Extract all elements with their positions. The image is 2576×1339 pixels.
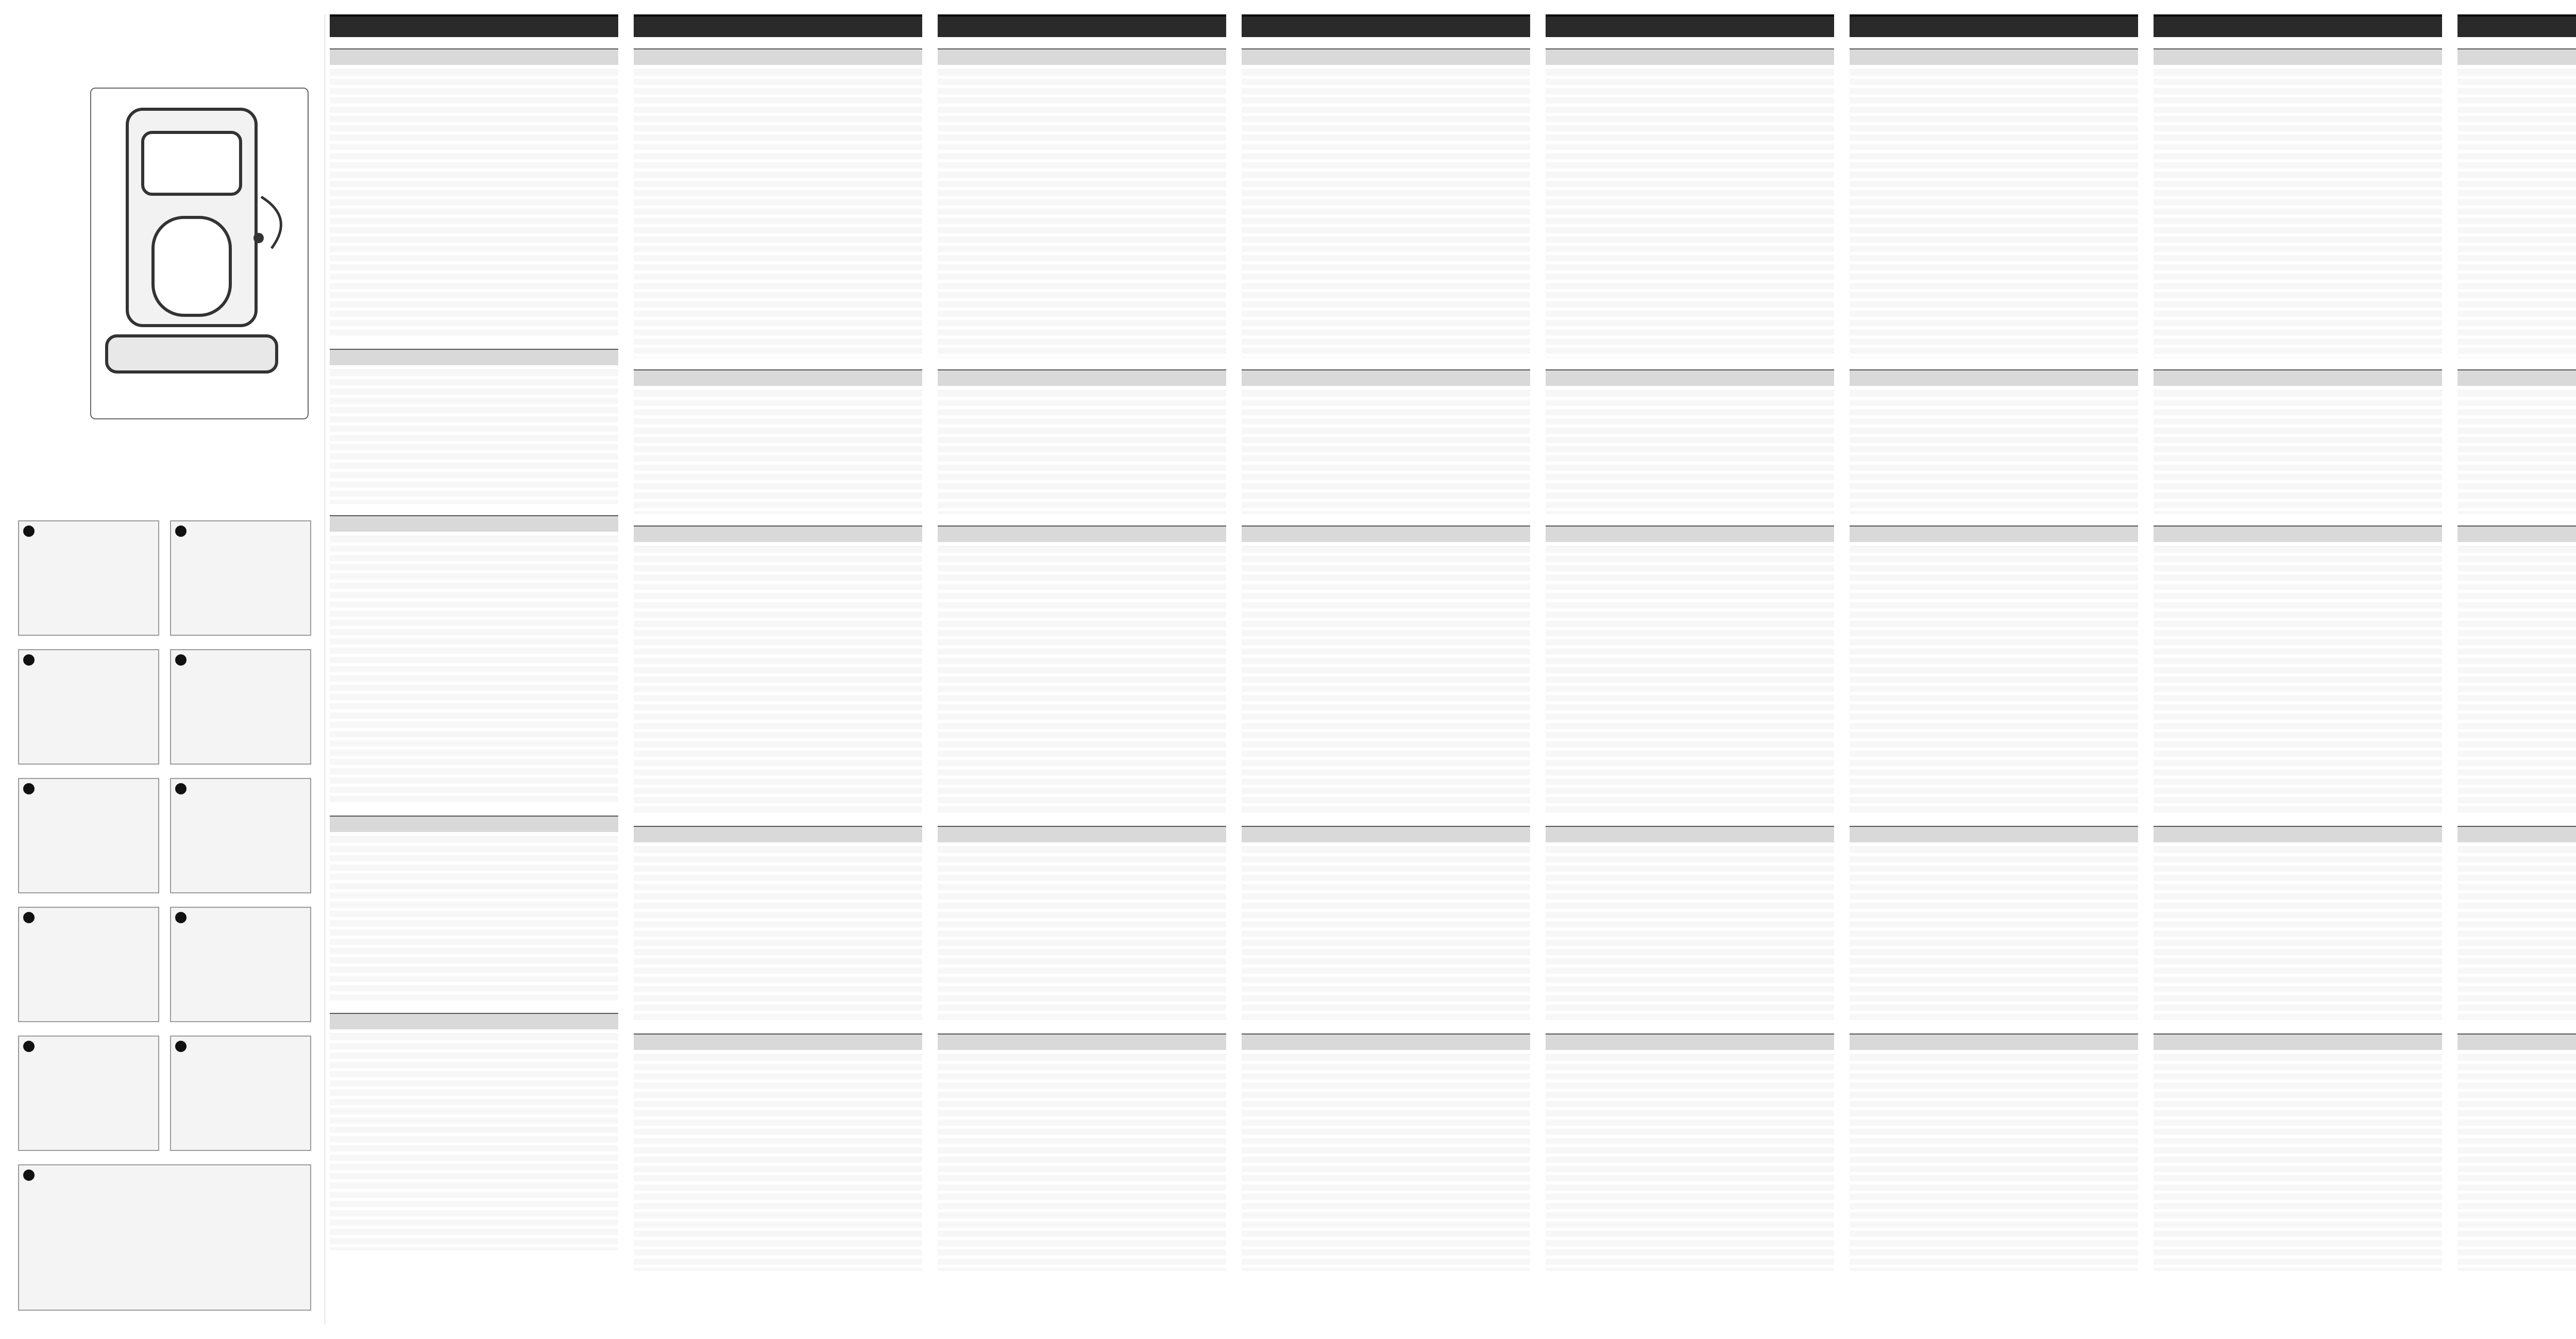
text-block: [938, 846, 1226, 1022]
text-block: [330, 1033, 618, 1250]
section-header: [634, 1033, 922, 1050]
column-2: [634, 14, 922, 1323]
section-header: [2154, 369, 2442, 386]
section-header: [1850, 1033, 2138, 1050]
section-header: [2154, 1033, 2442, 1050]
step-3-illustration: [18, 649, 159, 765]
language-header: [330, 14, 618, 37]
section-header: [938, 48, 1226, 65]
column-6: [1850, 14, 2138, 1323]
section-header: [330, 349, 618, 365]
section-header: [2458, 826, 2576, 842]
language-header: [2154, 14, 2442, 37]
text-block: [330, 536, 618, 804]
text-block: [1850, 69, 2138, 358]
section-header: [1546, 526, 1834, 542]
text-block: [330, 836, 618, 1002]
text-block: [634, 1054, 922, 1271]
text-block: [1242, 390, 1530, 514]
section-header: [330, 48, 618, 65]
section-header: [2458, 369, 2576, 386]
text-block: [1546, 1054, 1834, 1271]
language-header: [938, 14, 1226, 37]
section-header: [1242, 826, 1530, 842]
step-6-illustration: [170, 778, 311, 893]
section-header: [634, 48, 922, 65]
section-header: [938, 369, 1226, 386]
text-block: [938, 546, 1226, 815]
text-block: [1242, 846, 1530, 1022]
language-header: [634, 14, 922, 37]
section-header: [938, 1033, 1226, 1050]
section-header: [1242, 48, 1530, 65]
text-block: [2458, 69, 2576, 358]
text-block: [938, 390, 1226, 514]
section-header: [2458, 48, 2576, 65]
text-block: [1546, 69, 1834, 358]
text-block: [1546, 390, 1834, 514]
section-header: [938, 826, 1226, 842]
step-4-illustration: [170, 649, 311, 765]
section-header: [2458, 1033, 2576, 1050]
text-block: [2154, 69, 2442, 358]
text-block: [2154, 546, 2442, 815]
text-block: [1850, 390, 2138, 514]
text-block: [2458, 846, 2576, 1022]
text-block: [2154, 390, 2442, 514]
section-header: [1850, 826, 2138, 842]
section-header: [2154, 526, 2442, 542]
text-block: [1850, 846, 2138, 1022]
step-8-illustration: [170, 907, 311, 1022]
text-block: [2154, 1054, 2442, 1271]
section-header: [1546, 369, 1834, 386]
text-block: [1850, 1054, 2138, 1271]
coffee-maker-diagram: [90, 88, 309, 419]
step-10-illustration: [170, 1036, 311, 1151]
section-header: [634, 826, 922, 842]
text-block: [1242, 546, 1530, 815]
section-header: [1546, 48, 1834, 65]
section-header: [938, 526, 1226, 542]
section-header: [634, 526, 922, 542]
text-block: [938, 1054, 1226, 1271]
illustration-panel: [0, 0, 330, 1339]
step-2-illustration: [170, 520, 311, 636]
column-3: [938, 14, 1226, 1323]
section-header: [1242, 1033, 1530, 1050]
text-block: [2458, 546, 2576, 815]
section-header: [1546, 826, 1834, 842]
section-header: [634, 369, 922, 386]
section-header: [1546, 1033, 1834, 1050]
text-block: [634, 846, 922, 1022]
text-block: [2458, 1054, 2576, 1271]
text-block: [2458, 390, 2576, 514]
text-block: [634, 546, 922, 815]
text-block: [1242, 1054, 1530, 1271]
section-header: [330, 816, 618, 832]
section-header: [2154, 48, 2442, 65]
text-block: [938, 69, 1226, 358]
step-1-illustration: [18, 520, 159, 636]
text-block: [330, 69, 618, 337]
step-5-illustration: [18, 778, 159, 893]
step-7-illustration: [18, 907, 159, 1022]
language-header: [1242, 14, 1530, 37]
language-header: [1546, 14, 1834, 37]
section-header: [2458, 526, 2576, 542]
text-block: [1850, 546, 2138, 815]
column-8: [2458, 14, 2576, 1323]
text-block: [1242, 69, 1530, 358]
section-header: [1242, 526, 1530, 542]
section-header: [330, 515, 618, 532]
language-header: [2458, 14, 2576, 37]
section-header: [2154, 826, 2442, 842]
section-header: [1850, 526, 2138, 542]
section-header: [1850, 369, 2138, 386]
text-block: [330, 369, 618, 504]
section-header: [330, 1013, 618, 1029]
column-4: [1242, 14, 1530, 1323]
text-block: [634, 69, 922, 358]
language-header: [1850, 14, 2138, 37]
column-1: [330, 14, 618, 1323]
text-block: [1546, 546, 1834, 815]
text-block: [634, 390, 922, 514]
step-9-illustration: [18, 1036, 159, 1151]
section-header: [1850, 48, 2138, 65]
step-11-illustration: [18, 1164, 311, 1311]
text-block: [2154, 846, 2442, 1022]
column-7: [2154, 14, 2442, 1323]
column-5: [1546, 14, 1834, 1323]
text-block: [1546, 846, 1834, 1022]
section-header: [1242, 369, 1530, 386]
